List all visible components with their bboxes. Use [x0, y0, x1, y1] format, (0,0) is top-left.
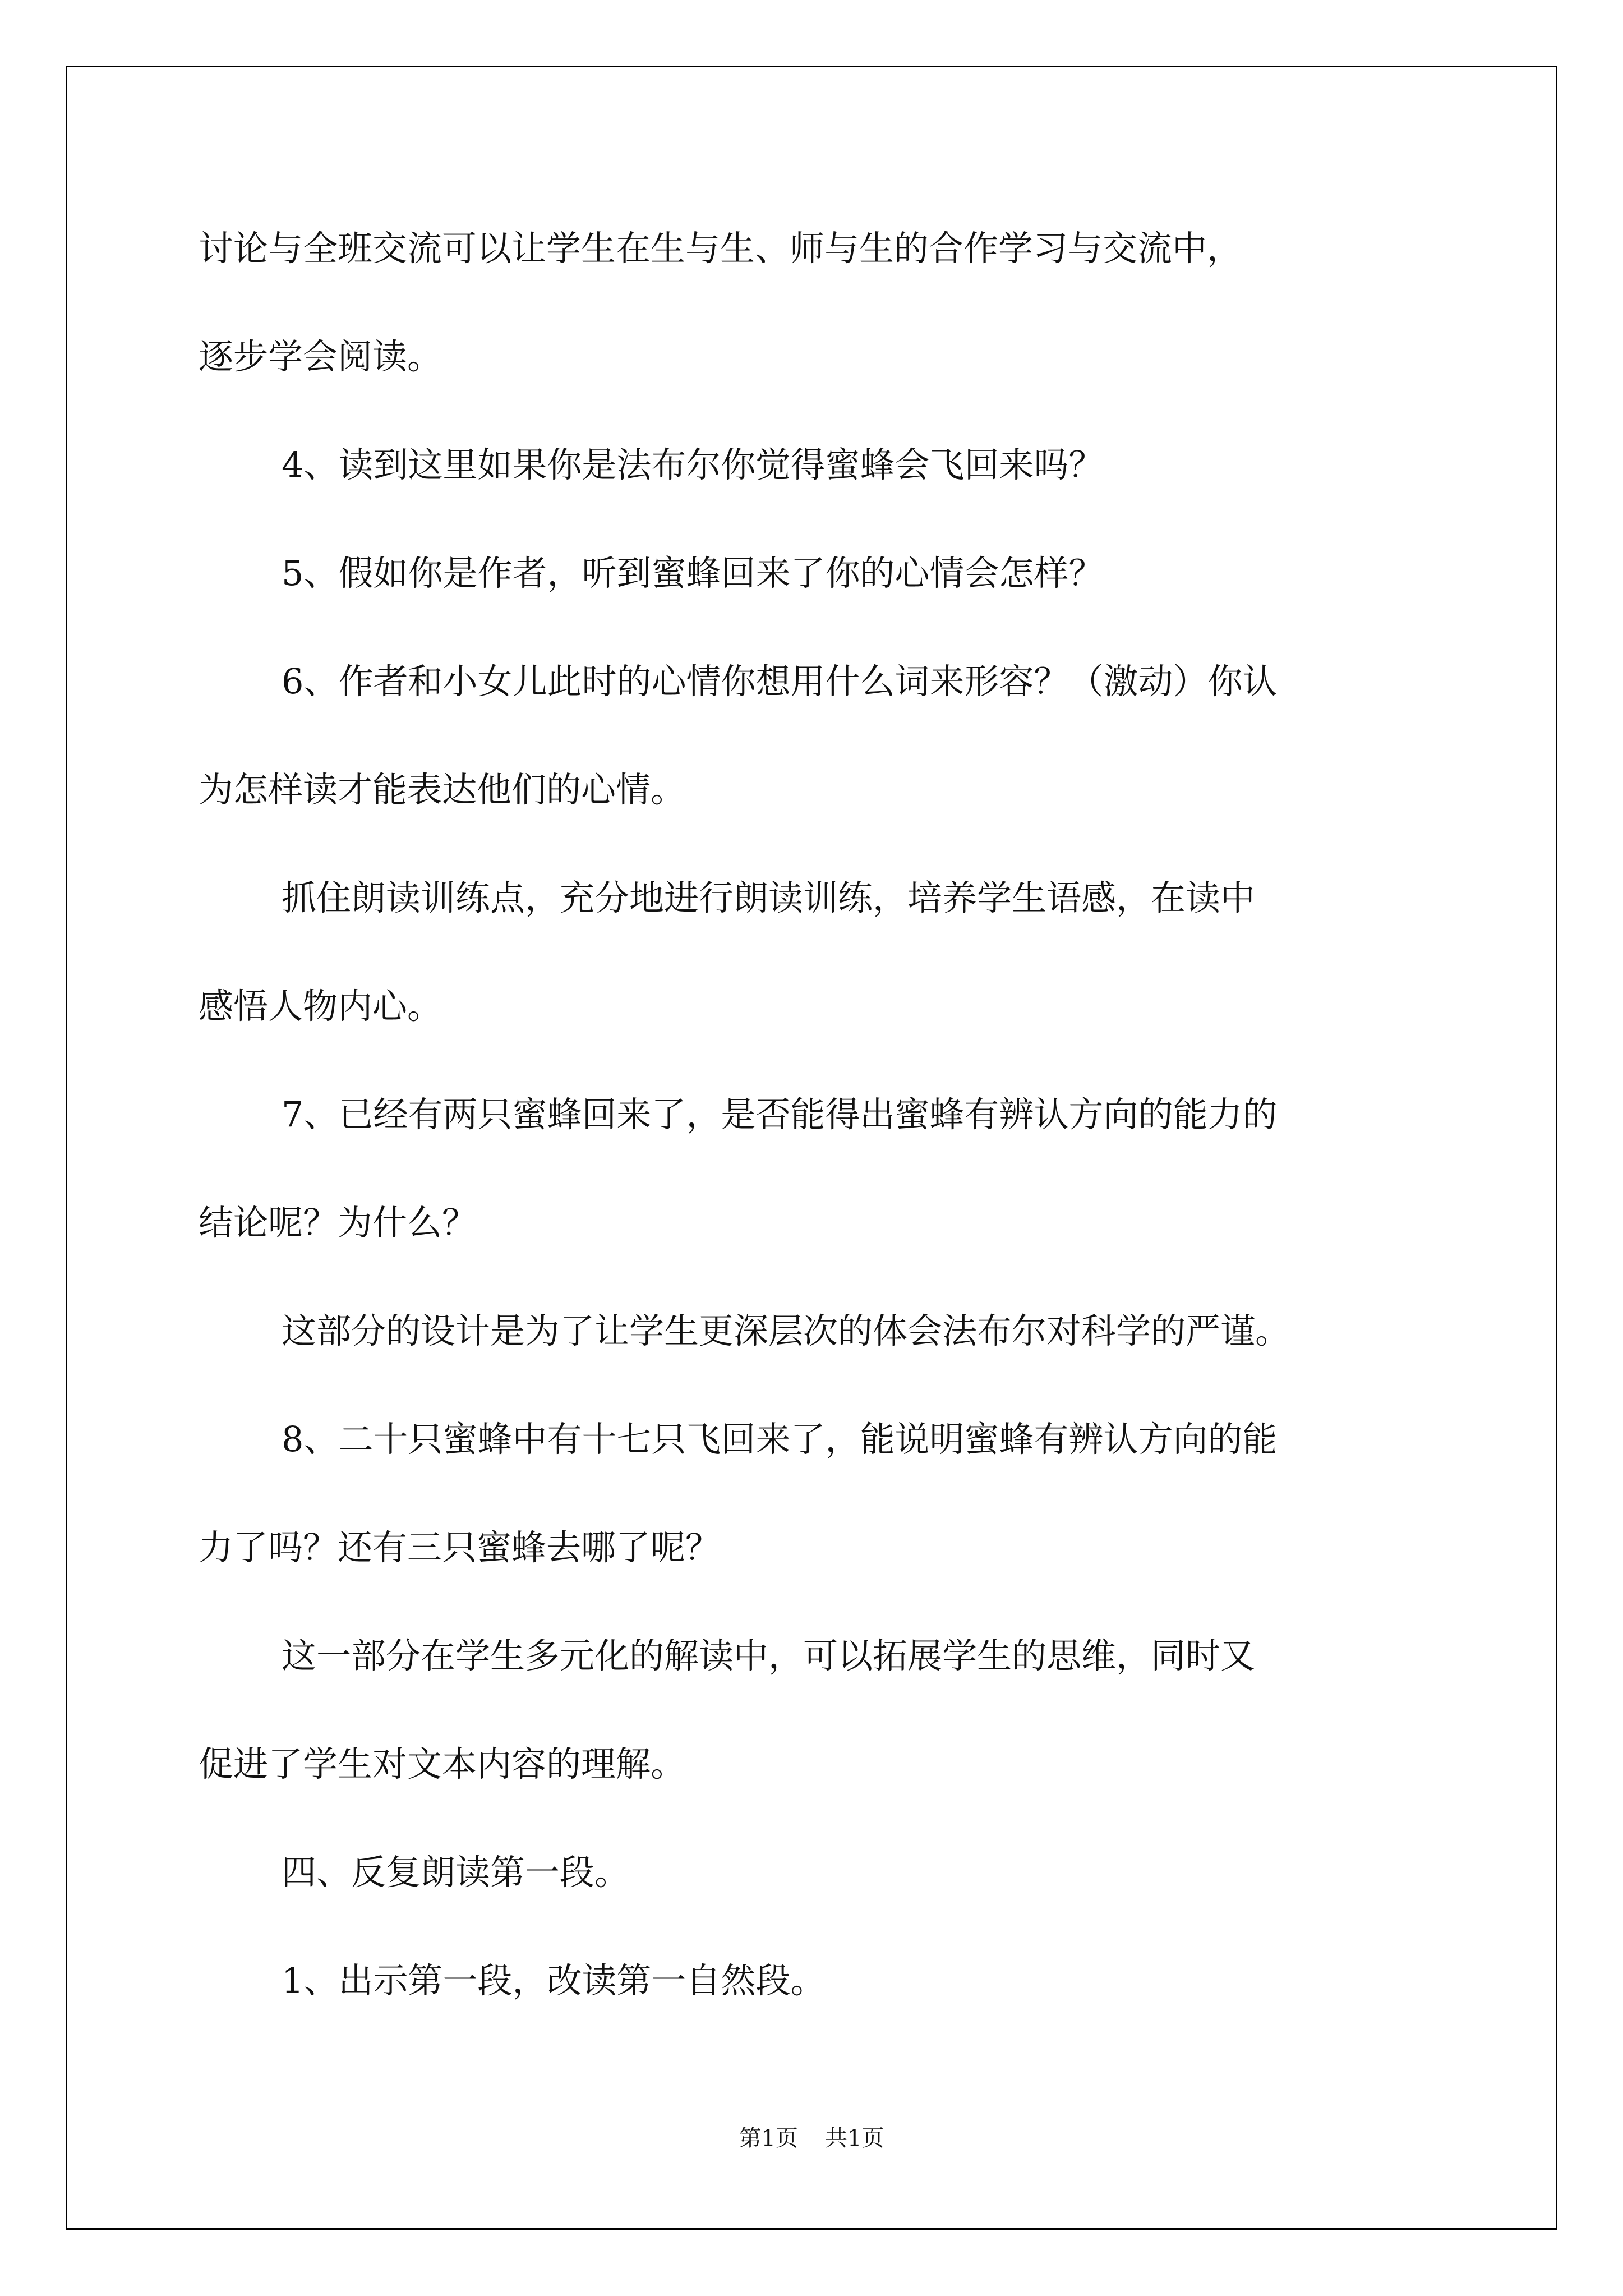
text-line: 力了吗？还有三只蜜蜂去哪了呢？ — [199, 1527, 721, 1568]
text-line: 7、已经有两只蜜蜂回来了，是否能得出蜜蜂有辨认方向的能力的 — [282, 1094, 1278, 1135]
text-line: 这一部分在学生多元化的解读中，可以拓展学生的思维，同时又 — [282, 1635, 1256, 1676]
text-line: 4、读到这里如果你是法布尔你觉得蜜蜂会飞回来吗？ — [282, 444, 1104, 485]
text-line: 8、二十只蜜蜂中有十七只飞回来了，能说明蜜蜂有辨认方向的能 — [282, 1419, 1278, 1460]
text-line: 讨论与全班交流可以让学生在生与生、师与生的合作学习与交流中， — [199, 228, 1242, 269]
page-number: 第1页 — [739, 2125, 798, 2151]
text-line: 促进了学生对文本内容的理解。 — [199, 1743, 686, 1784]
text-line: 为怎样读才能表达他们的心情。 — [199, 769, 686, 810]
text-line: 抓住朗读训练点，充分地进行朗读训练，培养学生语感，在读中 — [282, 877, 1256, 918]
text-line: 1、出示第一段，改读第一自然段。 — [282, 1960, 826, 2001]
text-line: 四、反复朗读第一段。 — [282, 1852, 630, 1893]
text-line: 感悟人物内心。 — [199, 986, 442, 1027]
text-line: 结论呢？为什么？ — [199, 1202, 477, 1243]
page-total: 共1页 — [825, 2125, 884, 2151]
page-border — [66, 66, 1557, 2230]
text-line: 5、假如你是作者，听到蜜蜂回来了你的心情会怎样？ — [282, 553, 1104, 593]
text-line: 这部分的设计是为了让学生更深层次的体会法布尔对科学的严谨。 — [282, 1310, 1290, 1351]
text-line: 逐步学会阅读。 — [199, 336, 442, 377]
text-line: 6、作者和小女儿此时的心情你想用什么词来形容？（激动）你认 — [282, 661, 1278, 702]
page-footer — [0, 2127, 1623, 2150]
